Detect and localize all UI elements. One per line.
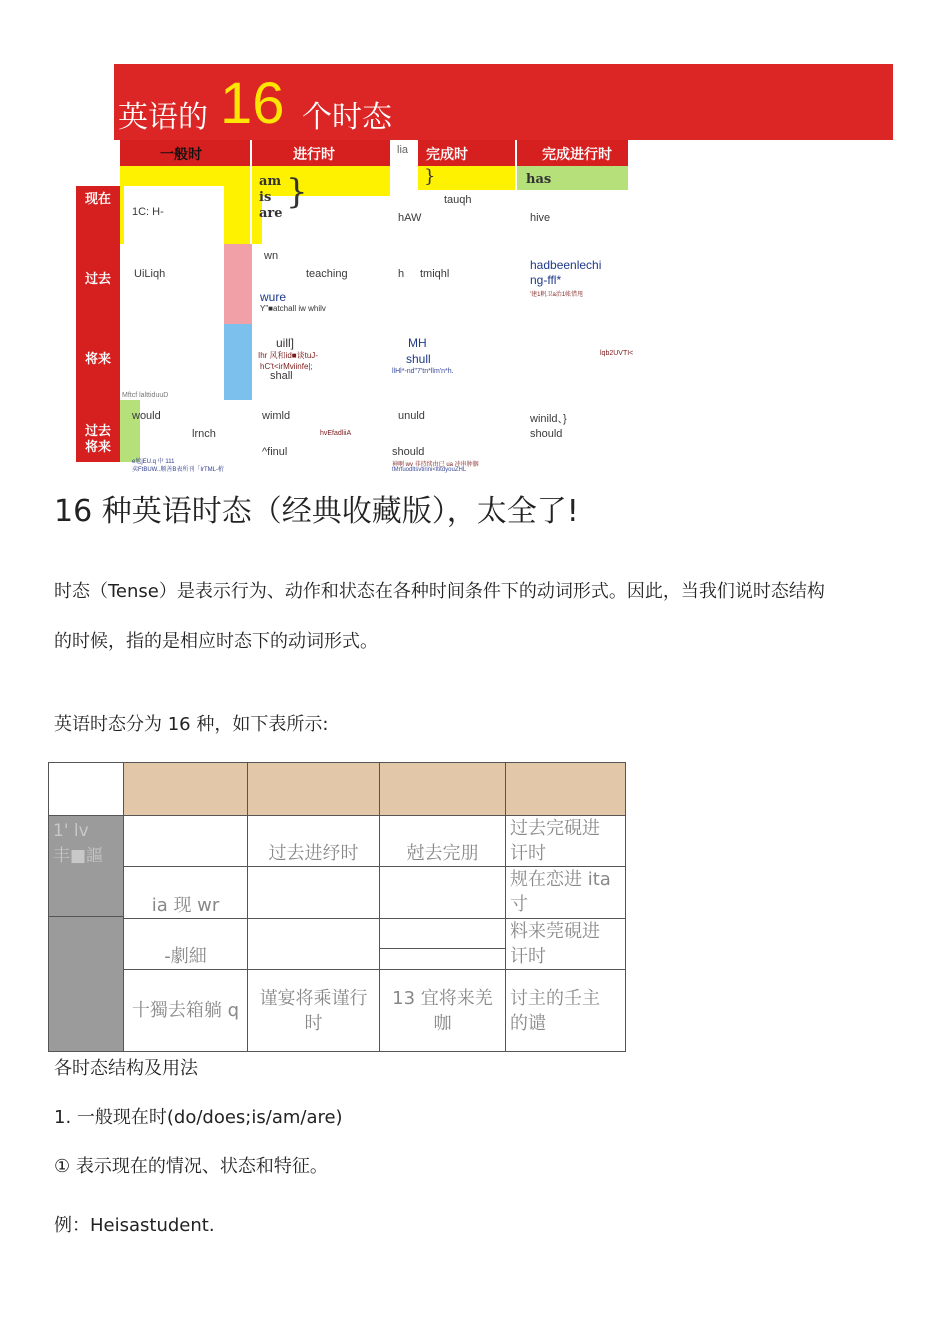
table-header-cell (248, 763, 380, 816)
note-text: 神啊 wv 非持续由已 ua 冲串肿胭 (392, 462, 479, 468)
row-header-future: 将来 (84, 352, 111, 367)
cell-text: hC't<irMviinfe|; (260, 362, 313, 371)
table-cell (380, 867, 506, 919)
table-cell: 谨宴将乘谨行 时 (248, 970, 380, 1052)
brace-glyph: } (424, 166, 436, 187)
intro-paragraph-line-2: 的时候，指的是相应时态下的动词形式。 (54, 631, 378, 652)
cell-text: llHl*-nd"7'tn*llm'n*h. (392, 368, 454, 375)
table-row (49, 867, 626, 919)
cell-text: unuld (398, 410, 425, 422)
banner-title-suffix: 个时态 (302, 100, 392, 135)
cell-text: should (530, 428, 563, 440)
cell-text: ng-ffl* (530, 273, 562, 287)
table-cell (124, 816, 248, 867)
cell-text: MH (408, 336, 427, 350)
intro-paragraph-line-1: 时态（Tense）是表示行为、动作和状态在各种时间条件下的动词形式。因此，当我们说时态结构 (54, 581, 825, 602)
table-cell: 13 宜将来羌 咖 (380, 970, 506, 1052)
table-cell (248, 919, 380, 970)
header-label-perfect-progressive: 完成进行时 (542, 147, 612, 163)
banner-number: 16 (220, 71, 285, 136)
section-item-1: 1. 一般现在时(do/does;is/am/are) (54, 1107, 343, 1128)
cell-text: UiLiqh (134, 268, 166, 280)
cell-text: uill] (276, 336, 295, 350)
cell-text: teaching (306, 268, 348, 280)
table-cell: 尅去完朋 (380, 816, 506, 867)
cell-text: winild、} (530, 413, 567, 425)
cell-text: wure (260, 290, 287, 304)
table-cell (248, 867, 380, 919)
cell-text: lqb2UVTI< (600, 350, 634, 357)
table-row (49, 970, 626, 1052)
note-text: e尬jEU.q 中 111 (132, 459, 175, 465)
table-cell: ia 现 wr (124, 867, 248, 919)
table-cell (380, 919, 506, 970)
cell-text: h (398, 268, 405, 280)
cell-text: wn (264, 250, 279, 262)
table-split-line (380, 948, 506, 949)
section-item-1-example: 例：Heisastudent. (54, 1215, 215, 1236)
table-row (49, 919, 626, 970)
cell-text: hAW (398, 212, 422, 224)
table-header-cell (380, 763, 506, 816)
cell-text: shall (270, 370, 293, 382)
cell-text: shull (406, 352, 431, 366)
banner-title-prefix: 英语的 (118, 100, 208, 135)
cell-text: 1C: H- (132, 206, 164, 218)
table-row (49, 816, 626, 867)
table-header-cell (506, 763, 626, 816)
cell-text: tauqh (444, 194, 472, 206)
table-header-row (49, 763, 626, 816)
section-heading: 各时态结构及用法 (54, 1058, 198, 1079)
cell-text: wimld (262, 410, 291, 422)
note-text: 卖FtBUW..顺善B表所刊「IrTML-桁 (132, 467, 224, 473)
tense-table (48, 762, 626, 1052)
table-intro: 英语时态分为 16 种，如下表所示: (54, 714, 329, 735)
table-row-header-cell: 1' lv 丰■謳 (49, 816, 124, 1052)
cell-text: has (526, 172, 552, 187)
cell-text: would (132, 410, 161, 422)
table-cell: 料来莞硯进 讦时 (506, 919, 626, 970)
cell-text: tmiqhl (420, 268, 450, 280)
row-header-column (76, 186, 120, 462)
cell-text: Y"■atchall iw whilv (260, 304, 326, 313)
section-item-1-sub: ① 表示现在的情况、状态和特征。 (54, 1156, 328, 1177)
cell-text: lrnch (192, 428, 216, 440)
row-header-past: 过去 (84, 272, 111, 287)
table-cell: 过去完硯进 讦时 (506, 816, 626, 867)
block-blue-future (222, 324, 252, 400)
header-label-fragment: lia (397, 144, 409, 156)
table-cell: 规在恋进 ita 寸 (506, 867, 626, 919)
tense-infographic (0, 0, 950, 473)
table-cell: 过去进纾时 (248, 816, 380, 867)
cell-text: hadbeenlechi (530, 258, 602, 272)
table-cell: -劇細 (124, 919, 248, 970)
cell-text: am is are (259, 174, 283, 221)
row-header-past-future: 过去 将来 (84, 424, 111, 455)
table-cell: 十獨去箱躺 q (124, 970, 248, 1052)
block-pink-past (222, 244, 252, 324)
cell-text: hive (530, 212, 551, 224)
note-text: tMrfuodltsvtirini<ltitdyouZHL (392, 467, 467, 473)
cell-text: Ihr 风和id■谈tuJ- (258, 351, 318, 360)
cell-text: hvEfadliiA (320, 430, 352, 437)
cell-text: Mftcf lalttiduuD (122, 392, 169, 399)
header-label-perfect: 完成时 (426, 147, 468, 163)
brace-glyph: } (286, 172, 308, 212)
cell-text: ^finul (262, 446, 288, 458)
header-label-simple: 一般时 (160, 147, 202, 163)
table-cell: 讨主的壬主 的谴 (506, 970, 626, 1052)
table-corner-cell (49, 763, 124, 816)
table-gray-divider (48, 916, 123, 917)
article-title: 16 种英语时态（经典收藏版），太全了! (54, 494, 579, 529)
header-label-progressive: 进行时 (293, 147, 335, 163)
cell-text: should (392, 446, 425, 458)
note-text: '建1帆卫a治1帐惜甩 (530, 292, 584, 298)
row-header-present: 现在 (84, 192, 111, 207)
table-header-cell (124, 763, 248, 816)
